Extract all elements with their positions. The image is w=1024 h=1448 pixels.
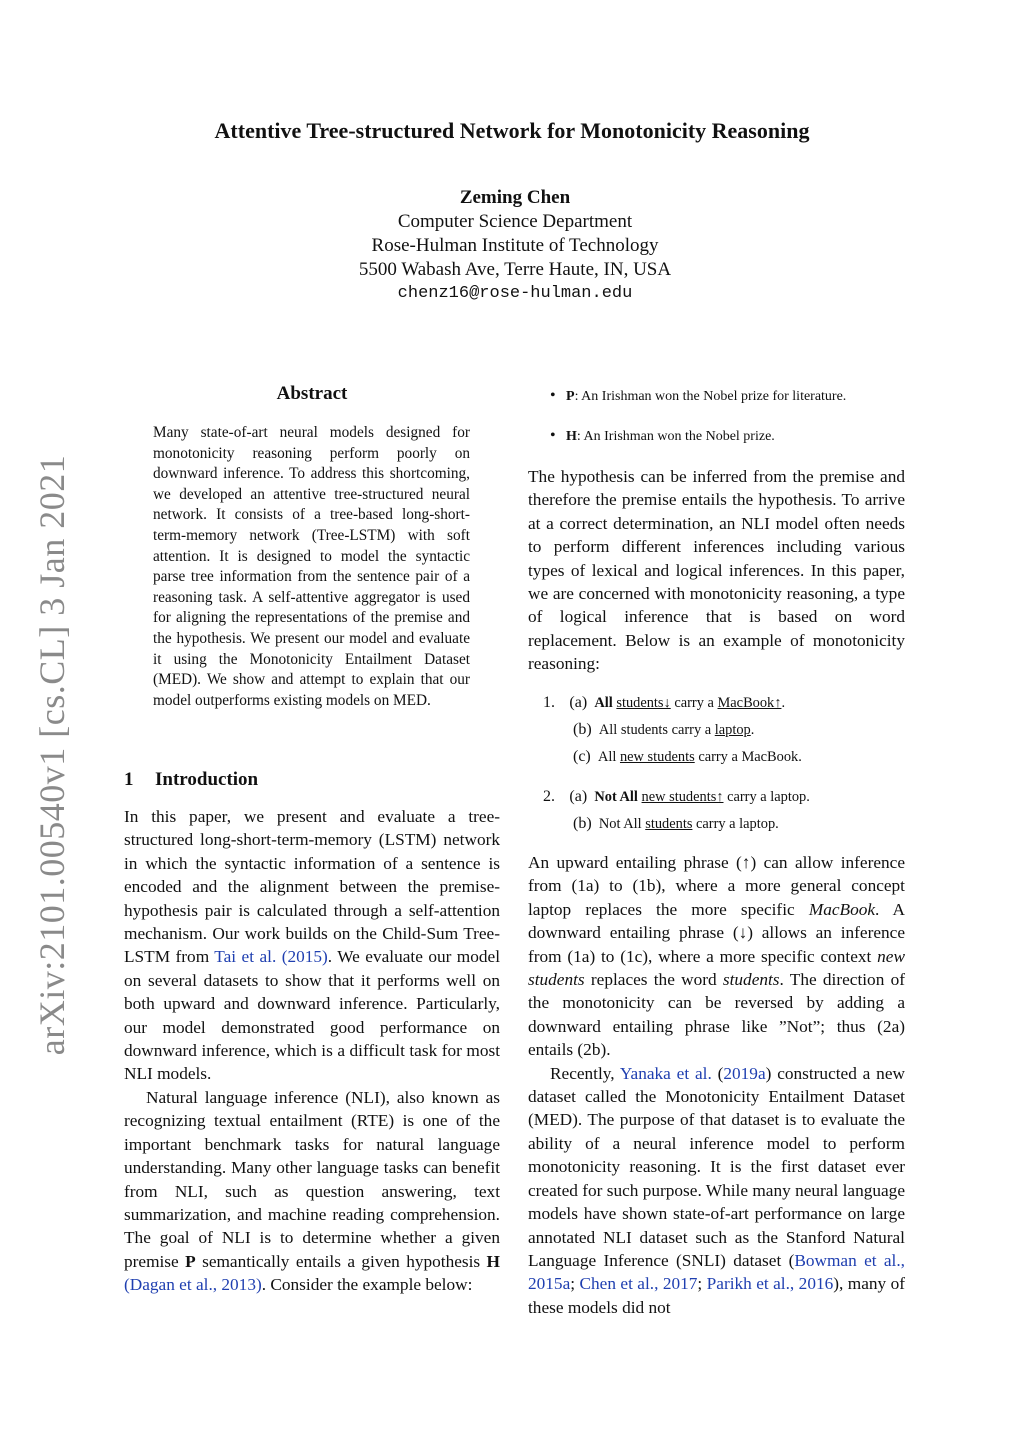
example-phrase: students — [645, 816, 693, 832]
example-2a — [543, 788, 810, 806]
author-email[interactable]: chenz16@rose-hulman.edu — [397, 284, 633, 303]
example-text: Not All — [598, 816, 642, 832]
para-italic: students — [722, 970, 780, 990]
example-label: (a) — [569, 694, 588, 711]
example-label: (a) — [569, 788, 588, 805]
citation-parikh[interactable]: Parikh et al., 2016 — [706, 1274, 834, 1294]
citation-bowman[interactable]: Bowman et al., 2015a — [528, 1250, 905, 1294]
example-phrase: new students↑ — [641, 789, 724, 805]
example-text: carry a laptop. — [696, 816, 779, 832]
example-label: (b) — [573, 721, 592, 738]
para-italic: MacBook — [808, 899, 876, 919]
example-quantifier: All — [594, 695, 613, 711]
para-text: replaces the word — [590, 970, 717, 990]
example-1b — [573, 721, 754, 739]
intro-p2-text: Natural language inference (NLI), also known as recognizing textual entailment (RTE) is one of the important benchmark tasks for natural language understanding. Many other language tasks can benefit from NLI, such as question answering, text summarization, and machine reading comprehension. The goal of NLI is to determine whether a given premise — [124, 1087, 500, 1271]
monotonicity-paragraph — [528, 851, 905, 1062]
bullet-text: : An Irishman won the Nobel prize. — [576, 429, 775, 444]
abstract-text: Many state-of-art neural models designed for monotonicity reasoning perform poorly on downward inference. To address this shortcoming, we developed an attentive tree-structured neural network. It consists of a tree-based long-short-term-memory network (Tree-LSTM) with soft attention. It is designed to model the syntactic parse tree information from the sentence pair of a reasoning task. A self-attentive aggregator is used for aligning the representations of the premise and the hypothesis. We present our model and evaluate it using the Monotonicity Entailment Dataset (MED). We show and attempt to explain that our model outperforms existing models on MED. — [153, 424, 470, 709]
author-name: Zeming Chen — [459, 187, 571, 208]
para-text: . The direction of the monotonicity can be reversed by adding a downward entailing phrase like ”Not”; thus (2a) entails (2b). — [528, 970, 905, 1060]
example-number: 2. — [543, 788, 555, 805]
example-text: . — [750, 722, 755, 738]
hypothesis-symbol: H — [486, 1251, 500, 1271]
citation-year[interactable]: 2019a — [723, 1063, 766, 1083]
example-text: carry a laptop. — [727, 789, 810, 805]
example-phrase: students↓ — [616, 695, 671, 711]
bullet-text: : An Irishman won the Nobel prize for literature. — [574, 389, 847, 404]
section-title: Introduction — [155, 769, 259, 790]
citation-chen[interactable]: Chen et al., 2017 — [579, 1274, 698, 1294]
paren: ) — [765, 1063, 772, 1083]
author-block — [0, 186, 1024, 306]
bullet-label: P — [566, 389, 575, 404]
premise-symbol: P — [185, 1251, 196, 1271]
section-heading-introduction — [124, 769, 258, 791]
para-text: An upward entailing phrase (↑) can allow inference from (1a) to (1b), where a more general concept laptop replaces the more specific — [528, 853, 905, 919]
intro-paragraph-2 — [124, 1086, 500, 1297]
citation-tai[interactable]: Tai et al. (2015) — [214, 947, 328, 967]
example-text: carry a MacBook. — [698, 749, 802, 765]
author-department: Computer Science Department — [397, 211, 633, 232]
citation-name[interactable]: Yanaka et al. — [619, 1063, 712, 1083]
intro-p2-mid: semantically entails a given hypothesis — [202, 1251, 481, 1271]
intro-paragraph-1 — [124, 805, 500, 1086]
citation-yanaka[interactable] — [620, 1064, 712, 1083]
section-number: 1 — [124, 769, 134, 790]
example-text: . — [781, 695, 786, 711]
para-text: constructed a new dataset called the Monotonicity Entailment Dataset (MED). The purpose of that dataset is to evaluate the ability of a neural inference model to perform monotonicity reasoning. It is the first dataset ever created for such purpose. While many neural language models have shown state-of-art performance on large annotated NLI dataset such as the Stanford Natural Language Inference (SNLI) dataset ( — [528, 1063, 905, 1270]
bullet-label: H — [566, 429, 577, 444]
para-text: . A downward entailing phrase (↓) allows an inference from (1a) to (1c), where a more specific context — [528, 899, 906, 966]
intro-p1-end: . We evaluate our model on several datasets to show that it performs well on both upward and downward inference. Particularly, our model demonstrated good performance on downward inference, which is a difficult task for most NLI models. — [124, 947, 500, 1084]
para-italic: new students — [528, 946, 905, 990]
bullet-dot: • — [550, 387, 556, 404]
right-column-body — [528, 851, 905, 1319]
arxiv-stamp: arXiv:2101.00540v1 [cs.CL] 3 Jan 2021 — [32, 454, 72, 1056]
example-phrase: MacBook↑ — [717, 695, 782, 711]
example-text: All — [597, 749, 617, 765]
author-address: 5500 Wabash Ave, Terre Haute, IN, USA — [358, 259, 672, 280]
paren: ( — [717, 1063, 724, 1083]
separator: ; — [697, 1274, 703, 1294]
after-bullets-paragraph: The hypothesis can be inferred from the premise and therefore the premise entails the hypothesis. To arrive at a correct determination, an NLI model often needs to perform different inferences including various types of lexical and logical inferences. In this paper, we are concerned with monotonicity reasoning, a type of logical inference that is based on word replacement. Below is an example of monotonicity reasoning: — [528, 467, 905, 674]
example-2b — [573, 815, 779, 833]
citation-dagan[interactable]: (Dagan et al., 2013) — [124, 1275, 262, 1295]
para-text: ), many of these models did not — [528, 1274, 905, 1317]
example-number: 1. — [543, 694, 555, 711]
example-label: (c) — [573, 748, 591, 765]
example-text: carry a — [674, 695, 714, 711]
intro-p1-text: In this paper, we present and evaluate a tree-structured long-short-term-memory (LSTM) network in which the syntactic information of a sentence is encoded and the alignment between the premise-hypothesis pair is calculated through a self-attention mechanism. Our work builds on the Child-Sum Tree-LSTM from — [124, 807, 500, 967]
bullet-hypothesis — [550, 427, 775, 445]
intro-left-column — [124, 805, 500, 1297]
example-quantifier: Not All — [594, 789, 638, 805]
paper-title: Attentive Tree-structured Network for Monotonicity Reasoning — [214, 118, 810, 143]
bullet-premise — [550, 387, 846, 405]
example-1a — [543, 694, 785, 712]
example-label: (b) — [573, 815, 592, 832]
bullet-dot: • — [550, 427, 556, 444]
example-1c — [573, 748, 802, 766]
para-text: Recently, — [550, 1063, 615, 1083]
example-phrase: laptop — [714, 722, 751, 738]
intro-p2-end: . Consider the example below: — [261, 1275, 473, 1295]
author-institution: Rose-Hulman Institute of Technology — [371, 235, 659, 256]
separator: ; — [570, 1274, 576, 1294]
abstract-heading: Abstract — [276, 383, 348, 404]
example-phrase: new students — [619, 749, 695, 765]
example-text: All students carry a — [598, 722, 712, 738]
med-paragraph — [528, 1062, 905, 1319]
